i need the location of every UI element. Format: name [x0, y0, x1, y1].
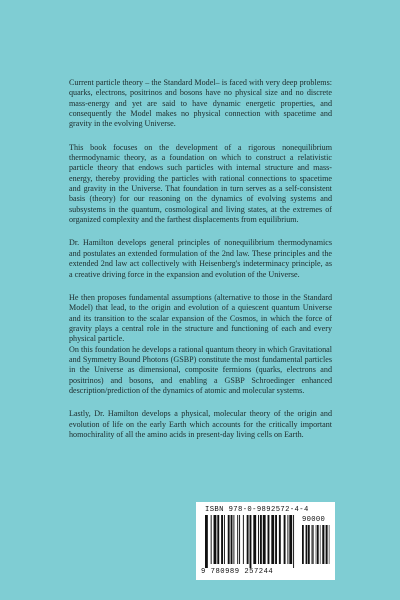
isbn-label: ISBN 978-0-9892572-4-4 — [205, 506, 309, 514]
description-paragraph-5: On this foundation he develops a rational quantum theory in which Gravitational and Symmetry Bound Photons (GSBP) constitute the most fundamental particles in the Universe as dimensional, composite fermions (quarks, electrons and positrinos) and bosons, and enabling a GSBP Schroedinger enhanced description/prediction of the dynamics of atomic and molecular systems. — [69, 344, 332, 395]
ean-barcode-bars — [205, 515, 295, 568]
description-paragraph-4: He then proposes fundamental assumptions (alternative to those in the Standard Model) that lead, to the origin and evolution of a quiescent quantum Universe and its transition to the scalar expansion of the Cosmos, in which the force of gravity plays a central role in the structure and functioning of each and every physical particle. — [69, 292, 332, 344]
description-paragraph-1: Current particle theory – the Standard Model– is faced with very deep problems: quarks, electrons, positrinos and bosons have no physical size and no discrete mass-energy and yet are said to have dynamic energetic properties, and consequently the Model makes no physical connection with spacetime and gravity in the evolving Universe. — [69, 78, 332, 129]
isbn-barcode-panel — [196, 502, 335, 580]
price-barcode-bars — [302, 525, 330, 568]
back-cover-description — [69, 78, 332, 453]
description-paragraph-6: Lastly, Dr. Hamilton develops a physical, molecular theory of the origin and evolution of life on the early Earth which accounts for the critically important homochirality of all the amino acids in present-day living cells on Earth. — [69, 409, 332, 439]
description-paragraph-2: This book focuses on the development of a rigorous nonequilibrium thermodynamic theory, as a foundation on which to construct a relativistic particle theory that endows such particles with internal structure and mass-energy, thereby providing the particles with rational connections to spacetime and gravity in the Universe. That foundation in turn serves as a self-consistent basis (theory) for our reasoning on the dynamics of evolving systems and subsystems in the quantum, cosmological and living states, at the extremes of organized complexity and the farthest displacements from equilibrium. — [69, 142, 332, 225]
price-code: 90000 — [302, 516, 326, 524]
description-paragraph-3: Dr. Hamilton develops general principles of nonequilibrium thermodynamics and postulates an extended formulation of the 2nd law. These principles and the extended 2nd law act collectively with Heisenberg's indeterminacy principle, as a creative driving force in the expansion and evolution of the Universe. — [69, 238, 332, 279]
ean-digits: 9 780989 257244 — [201, 568, 274, 576]
